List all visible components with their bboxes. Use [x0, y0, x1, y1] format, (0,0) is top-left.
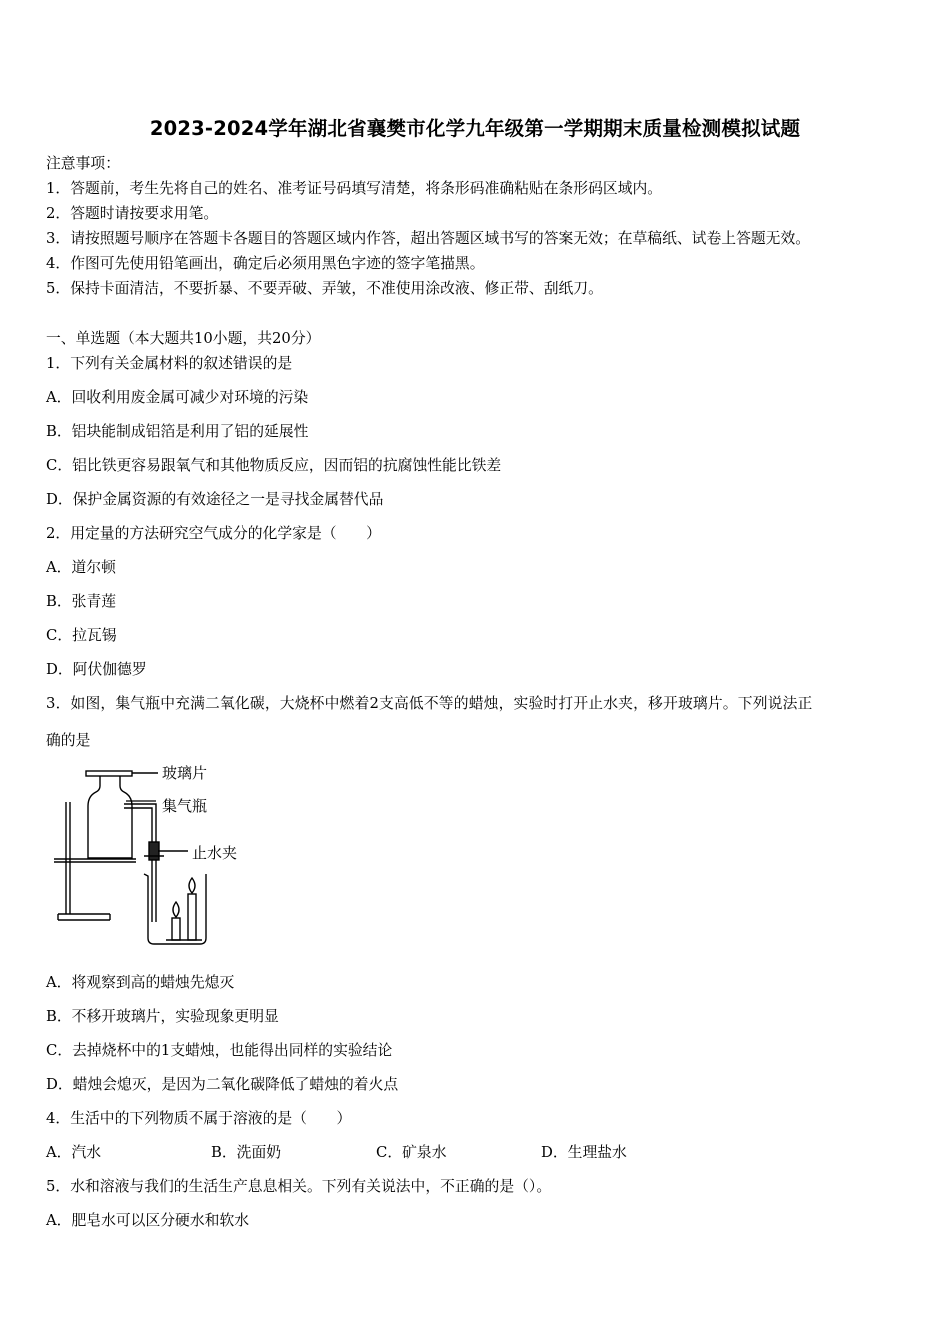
question-5-option-a: A．肥皂水可以区分硬水和软水 — [46, 1212, 250, 1229]
question-3-stem-line1: 3．如图，集气瓶中充满二氧化碳，大烧杯中燃着2支高低不等的蜡烛，实验时打开止水夹，移开玻璃片。下列说法正 — [46, 695, 813, 712]
label-glass-plate: 玻璃片 — [162, 764, 208, 782]
question-3-option-b: B．不移开玻璃片，实验现象更明显 — [46, 1008, 279, 1025]
question-3-option-c: C．去掉烧杯中的1支蜡烛，也能得出同样的实验结论 — [46, 1042, 393, 1059]
notice-item-4: 4．作图可先使用铅笔画出，确定后必须用黑色字迹的签字笔描黑。 — [46, 255, 485, 272]
question-2-option-c: C．拉瓦锡 — [46, 627, 117, 644]
candle-short — [172, 918, 180, 940]
exam-title: 2023-2024学年湖北省襄樊市化学九年级第一学期期末质量检测模拟试题 — [149, 117, 801, 140]
label-water-clamp: 止水夹 — [192, 844, 238, 862]
question-2-stem: 2．用定量的方法研究空气成分的化学家是（ ） — [46, 525, 381, 542]
section-heading: 一、单选题（本大题共10小题，共20分） — [46, 330, 321, 347]
question-3-stem-line2: 确的是 — [46, 732, 91, 749]
question-1-option-a: A．回收利用废金属可减少对环境的污染 — [46, 389, 309, 406]
label-gas-bottle: 集气瓶 — [162, 797, 208, 815]
question-4-options — [46, 1141, 906, 1161]
notice-item-1: 1．答题前，考生先将自己的姓名、准考证号码填写清楚，将条形码准确粘贴在条形码区域内。 — [46, 180, 663, 197]
notice-item-3: 3．请按照题号顺序在答题卡各题目的答题区域内作答，超出答题区域书写的答案无效；在草稿纸、试卷上答题无效。 — [46, 230, 811, 247]
apparatus-figure — [52, 762, 262, 952]
flame-tall — [189, 878, 195, 893]
notice-item-5: 5．保持卡面清洁，不要折暴、不要弄破、弄皱，不准使用涂改液、修正带、刮纸刀。 — [46, 280, 603, 297]
question-2-option-b: B．张青莲 — [46, 593, 117, 610]
notice-heading: 注意事项： — [46, 155, 120, 172]
candle-tall — [188, 894, 196, 940]
question-3-option-d: D．蜡烛会熄灭，是因为二氧化碳降低了蜡烛的着火点 — [46, 1076, 399, 1093]
notice-item-2: 2．答题时请按要求用笔。 — [46, 205, 219, 222]
question-1-stem: 1．下列有关金属材料的叙述错误的是 — [46, 355, 293, 372]
question-4-option-b: B．洗面奶 — [211, 1144, 282, 1161]
glass-plate — [86, 771, 132, 776]
question-1-option-c: C．铝比铁更容易跟氧气和其他物质反应，因而铝的抗腐蚀性能比铁差 — [46, 457, 502, 474]
question-4-option-a: A．汽水 — [46, 1144, 102, 1161]
gas-bottle — [88, 776, 132, 858]
question-4-option-d: D．生理盐水 — [541, 1144, 627, 1161]
question-1-option-d: D．保护金属资源的有效途径之一是寻找金属替代品 — [46, 491, 384, 508]
flame-short — [173, 902, 179, 917]
apparatus-diagram — [52, 762, 262, 952]
question-3-option-a: A．将观察到高的蜡烛先熄灭 — [46, 974, 235, 991]
question-1-option-b: B．铝块能制成铝箔是利用了铝的延展性 — [46, 423, 309, 440]
water-clamp — [149, 842, 159, 860]
question-2-option-a: A．道尔顿 — [46, 559, 116, 576]
question-5-stem: 5．水和溶液与我们的生活生产息息相关。下列有关说法中，不正确的是（）。 — [46, 1178, 552, 1195]
question-4-option-c: C．矿泉水 — [376, 1144, 447, 1161]
question-2-option-d: D．阿伏伽德罗 — [46, 661, 147, 678]
question-4-stem: 4．生活中的下列物质不属于溶液的是（ ） — [46, 1110, 352, 1127]
